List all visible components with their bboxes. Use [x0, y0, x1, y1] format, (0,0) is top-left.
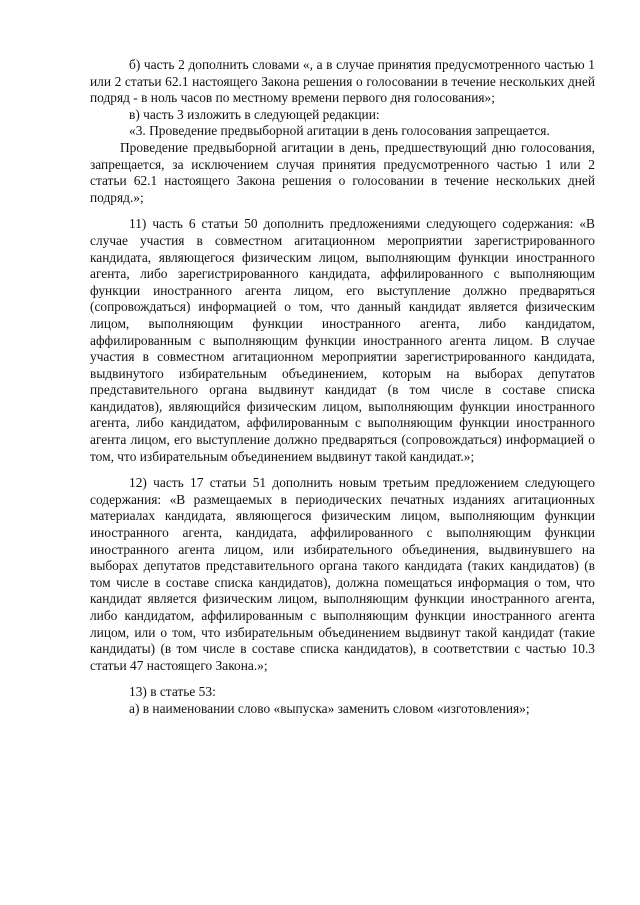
paragraph-v-part-3: в) часть 3 изложить в следующей редакции: [129, 106, 380, 122]
paragraph-agitation-day-before: Проведение предвыборной агитации в день, предшествующий дню голосования, запрещается, за исключением случая принятия предусмотренного частью 1 или 2 статьи 62.1 настоящего Закона решения о голосовании в течение нескольких дней подряд.»; [90, 139, 595, 205]
paragraph-quote-3: «3. Проведение предвыборной агитации в день голосования запрещается. [129, 123, 550, 139]
paragraph-item-12: 12) часть 17 статьи 51 дополнить новым третьим предложением следующего содержания: «В размещаемых в периодических печатных изданиях агитационных материалах кандидата, являющегося физическим лицом, выполняющим функции иностранного агента, кандидата, аффилированного с выполняющим функции иностранного агента лицом, или избирательного объединения, выдвинувшего на выборах депутатов представительного органа такого кандидата (таких кандидатов) (в том числе в составе списка кандидатов), должна помещаться информация о том, что кандидат является физическим лицом, выполняющим функции иностранного агента, либо кандидатом, аффилированным с выполняющим функции иностранного агента лицом, или о том, что избирательным объединением выдвинут такой кандидат (такие кандидаты) (в том числе в составе списка кандидатов), в соответствии с частью 10.3 статьи 47 настоящего Закона.»; [90, 475, 595, 673]
paragraph-b-part-2: б) часть 2 дополнить словами «, а в случае принятия предусмотренного частью 1 или 2 статьи 62.1 настоящего Закона решения о голосовании в течение нескольких дней подряд - в ноль часов по местному времени первого дня голосования»; [90, 57, 595, 106]
paragraph-item-11: 11) часть 6 статьи 50 дополнить предложениями следующего содержания: «В случае участия в совместном агитационном мероприятии зарегистрированного кандидата, являющегося физическим лицом, выполняющим функции иностранного агента, либо зарегистрированного кандидата, аффилированного с выполняющим функции иностранного агента лицом, его выступление должно предваряться (сопровождаться) информацией о том, что данный кандидат является физическим лицом, выполняющим функции иностранного агента, либо кандидатом, аффилированным с выполняющим функции иностранного агента лицом. В случае участия в совместном агитационном мероприятии зарегистрированного кандидата, выдвинутого избирательным объединением, которым на выборах депутатов представительного органа выдвинут кандидат (в том числе в составе списка кандидатов), являющийся физическим лицом, выполняющим функции иностранного агента, либо кандидатом, аффилированным с выполняющим функции иностранного агента лицом, его выступление должно предваряться (сопровождаться) информацией о том, что избирательным объединением выдвинут такой кандидат.»; [90, 216, 595, 464]
paragraph-item-13: 13) в статье 53: [129, 684, 216, 700]
paragraph-item-13-a: а) в наименовании слово «выпуска» заменить словом «изготовления»; [129, 700, 530, 716]
